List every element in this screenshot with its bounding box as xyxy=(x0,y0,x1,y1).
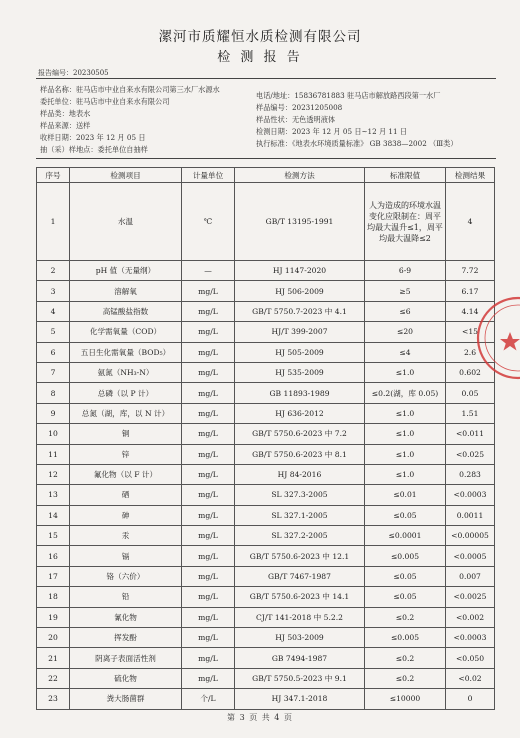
row-no: 19 xyxy=(37,607,70,627)
row-item: 铬（六价） xyxy=(70,566,182,586)
inspection-seal xyxy=(472,288,520,388)
top-rule xyxy=(36,78,496,79)
row-no: 20 xyxy=(37,628,70,648)
row-result: <0.00005 xyxy=(446,526,495,546)
table-row xyxy=(37,261,495,281)
row-limit: ≤0.2 xyxy=(365,648,446,668)
row-method: GB/T 5750.6-2023 中 7.2 xyxy=(235,424,365,444)
row-method: SL 327.3-2005 xyxy=(235,485,365,505)
row-method: HJ 84-2016 xyxy=(235,464,365,484)
row-limit: ≤0.01 xyxy=(365,485,446,505)
row-no: 14 xyxy=(37,505,70,525)
row-no: 16 xyxy=(37,546,70,566)
row-method: HJ 505-2009 xyxy=(235,342,365,362)
row-limit: ≤6 xyxy=(365,301,446,321)
row-item: 水温 xyxy=(70,183,182,261)
row-limit: ≤0.05 xyxy=(365,505,446,525)
sample-type: 样品类：地表水 xyxy=(40,109,91,118)
standard: 执行标准：《地表水环境质量标准》 GB 3838—2002 （Ⅲ类） xyxy=(256,139,458,148)
row-limit: ≤0.005 xyxy=(365,628,446,648)
row-unit: mg/L xyxy=(182,668,235,688)
row-method: HJ 506-2009 xyxy=(235,281,365,301)
table-row xyxy=(37,383,495,403)
row-method: HJ 636-2012 xyxy=(235,403,365,423)
sample-number: 样品编号：20231205008 xyxy=(256,103,343,112)
row-item: 砷 xyxy=(70,505,182,525)
row-unit: mg/L xyxy=(182,607,235,627)
row-limit: ≤0.0001 xyxy=(365,526,446,546)
row-method: GB/T 7467-1987 xyxy=(235,566,365,586)
table-row xyxy=(37,444,495,464)
row-method: HJ 503-2009 xyxy=(235,628,365,648)
row-unit: mg/L xyxy=(182,546,235,566)
row-result: <0.0005 xyxy=(446,546,495,566)
table-row xyxy=(37,403,495,423)
table-row xyxy=(37,668,495,688)
row-no: 5 xyxy=(37,322,70,342)
table-row xyxy=(37,648,495,668)
row-item: 铜 xyxy=(70,424,182,444)
row-result: <0.050 xyxy=(446,648,495,668)
row-item: 阴离子表面活性剂 xyxy=(70,648,182,668)
row-item: 氨氮（NH₃-N） xyxy=(70,362,182,382)
row-method: GB 11893-1989 xyxy=(235,383,365,403)
row-result: 7.72 xyxy=(446,261,495,281)
table-row xyxy=(37,424,495,444)
row-limit: ≤10000 xyxy=(365,689,446,709)
row-method: SL 327.1-2005 xyxy=(235,505,365,525)
table-row xyxy=(37,689,495,709)
report-number: 报告编号：20230505 xyxy=(38,69,109,77)
table-row xyxy=(37,566,495,586)
col-unit: 计量单位 xyxy=(182,168,235,183)
table-row xyxy=(37,587,495,607)
row-method: GB/T 5750.5-2023 中 9.1 xyxy=(235,668,365,688)
row-limit: ≤1.0 xyxy=(365,464,446,484)
table-row xyxy=(37,505,495,525)
row-no: 11 xyxy=(37,444,70,464)
row-result: 4.14 xyxy=(446,301,495,321)
row-limit: ≤0.005 xyxy=(365,546,446,566)
row-no: 4 xyxy=(37,301,70,321)
row-no: 21 xyxy=(37,648,70,668)
row-limit: ≤20 xyxy=(365,322,446,342)
row-item: 粪大肠菌群 xyxy=(70,689,182,709)
table-row xyxy=(37,546,495,566)
results-table xyxy=(36,167,495,710)
table-row xyxy=(37,628,495,648)
row-unit: mg/L xyxy=(182,628,235,648)
row-limit: ≤1.0 xyxy=(365,424,446,444)
row-method: GB/T 5750.6-2023 中 8.1 xyxy=(235,444,365,464)
row-no: 1 xyxy=(37,183,70,261)
row-item: 硫化物 xyxy=(70,668,182,688)
row-item: 五日生化需氧量（BOD₅） xyxy=(70,342,182,362)
row-limit: ≤0.05 xyxy=(365,587,446,607)
sampling-place: 抽（采）样地点：委托单位自抽样 xyxy=(40,145,148,154)
col-method: 检测方法 xyxy=(235,168,365,183)
table-row xyxy=(37,183,495,261)
sample-state: 样品性状：无色透明液体 xyxy=(256,115,336,124)
row-method: HJ 1147-2020 xyxy=(235,261,365,281)
table-header-row xyxy=(37,168,495,183)
row-no: 23 xyxy=(37,689,70,709)
row-unit: mg/L xyxy=(182,648,235,668)
row-limit: ≥5 xyxy=(365,281,446,301)
received-date: 收样日期：2023 年 12 月 05 日 xyxy=(40,133,146,142)
row-result: 0.05 xyxy=(446,383,495,403)
row-result: 0.0011 xyxy=(446,505,495,525)
table-row xyxy=(37,362,495,382)
row-limit: ≤4 xyxy=(365,342,446,362)
row-unit: ℃ xyxy=(182,183,235,261)
row-limit: ≤0.2(湖，库 0.05) xyxy=(365,383,446,403)
row-result: <0.011 xyxy=(446,424,495,444)
row-limit: ≤0.2 xyxy=(365,668,446,688)
table-row xyxy=(37,301,495,321)
row-result: 0.007 xyxy=(446,566,495,586)
phone-address: 电话/地址：15836781883 驻马店市解放路西段第一水厂 xyxy=(256,91,441,100)
row-unit: mg/L xyxy=(182,526,235,546)
row-result: <0.0003 xyxy=(446,485,495,505)
row-item: 硒 xyxy=(70,485,182,505)
row-item: 锌 xyxy=(70,444,182,464)
row-unit: 个/L xyxy=(182,689,235,709)
row-no: 3 xyxy=(37,281,70,301)
row-limit: ≤1.0 xyxy=(365,403,446,423)
company-title: 漯河市质耀恒水质检测有限公司 xyxy=(158,29,362,45)
row-limit: ≤1.0 xyxy=(365,444,446,464)
row-method: GB 7494-1987 xyxy=(235,648,365,668)
table-row xyxy=(37,281,495,301)
row-item: 镉 xyxy=(70,546,182,566)
table-row xyxy=(37,464,495,484)
sample-source: 样品来源：送样 xyxy=(40,121,91,130)
row-method: GB/T 5750.6-2023 中 14.1 xyxy=(235,587,365,607)
row-method: CJ/T 141-2018 中 5.2.2 xyxy=(235,607,365,627)
row-no: 9 xyxy=(37,403,70,423)
row-no: 12 xyxy=(37,464,70,484)
col-result: 检测结果 xyxy=(446,168,495,183)
row-result: <0.02 xyxy=(446,668,495,688)
row-no: 2 xyxy=(37,261,70,281)
row-limit: 人为造成的环境水温变化应限制在：周平均最大温升≤1，周平均最大温降≤2 xyxy=(365,183,446,261)
row-no: 8 xyxy=(37,383,70,403)
row-unit: mg/L xyxy=(182,424,235,444)
mid-rule xyxy=(36,158,496,159)
row-item: 总磷（以 P 计） xyxy=(70,383,182,403)
row-unit: mg/L xyxy=(182,403,235,423)
row-limit: ≤0.05 xyxy=(365,566,446,586)
row-result: 0.283 xyxy=(446,464,495,484)
row-item: 溶解氧 xyxy=(70,281,182,301)
row-item: 总氮（湖，库，以 N 计） xyxy=(70,403,182,423)
row-no: 18 xyxy=(37,587,70,607)
row-unit: mg/L xyxy=(182,505,235,525)
row-no: 7 xyxy=(37,362,70,382)
row-limit: ≤1.0 xyxy=(365,362,446,382)
table-row xyxy=(37,607,495,627)
row-no: 17 xyxy=(37,566,70,586)
row-item: 氰化物 xyxy=(70,607,182,627)
row-result: 4 xyxy=(446,183,495,261)
row-no: 22 xyxy=(37,668,70,688)
row-result: <0.025 xyxy=(446,444,495,464)
row-no: 15 xyxy=(37,526,70,546)
row-limit: ≤0.2 xyxy=(365,607,446,627)
row-item: pH 值（无量纲） xyxy=(70,261,182,281)
row-unit: mg/L xyxy=(182,383,235,403)
row-no: 10 xyxy=(37,424,70,444)
row-method: GB/T 13195-1991 xyxy=(235,183,365,261)
row-unit: mg/L xyxy=(182,322,235,342)
row-unit: mg/L xyxy=(182,342,235,362)
col-item: 检测项目 xyxy=(70,168,182,183)
row-result: 2.6 xyxy=(446,342,495,362)
row-method: GB/T 5750.7-2023 中 4.1 xyxy=(235,301,365,321)
row-unit: mg/L xyxy=(182,485,235,505)
sample-name: 样品名称：驻马店市中业自来水有限公司第三水厂水源水 xyxy=(40,85,220,94)
row-result: 1.51 xyxy=(446,403,495,423)
row-result: 0.602 xyxy=(446,362,495,382)
row-result: <0.0025 xyxy=(446,587,495,607)
row-unit: mg/L xyxy=(182,587,235,607)
row-result: 6.17 xyxy=(446,281,495,301)
row-unit: mg/L xyxy=(182,444,235,464)
row-method: HJ 347.1-2018 xyxy=(235,689,365,709)
row-unit: — xyxy=(182,261,235,281)
row-result: <0.002 xyxy=(446,607,495,627)
col-no: 序号 xyxy=(37,168,70,183)
row-method: HJ 535-2009 xyxy=(235,362,365,382)
row-result: <0.0003 xyxy=(446,628,495,648)
row-unit: mg/L xyxy=(182,301,235,321)
report-subtitle: 检 测 报 告 xyxy=(217,50,303,65)
col-limit: 标准限值 xyxy=(365,168,446,183)
row-method: SL 327.2-2005 xyxy=(235,526,365,546)
row-no: 13 xyxy=(37,485,70,505)
client-unit: 委托单位：驻马店市中业自来水有限公司 xyxy=(40,97,170,106)
table-row xyxy=(37,342,495,362)
table-row xyxy=(37,485,495,505)
row-unit: mg/L xyxy=(182,464,235,484)
row-item: 铅 xyxy=(70,587,182,607)
row-unit: mg/L xyxy=(182,281,235,301)
row-item: 高锰酸盐指数 xyxy=(70,301,182,321)
row-limit: 6-9 xyxy=(365,261,446,281)
row-result: 0 xyxy=(446,689,495,709)
row-item: 挥发酚 xyxy=(70,628,182,648)
row-unit: mg/L xyxy=(182,566,235,586)
row-item: 化学需氧量（COD） xyxy=(70,322,182,342)
page-number: 第 3 页 共 4 页 xyxy=(227,713,293,722)
row-method: HJ/T 399-2007 xyxy=(235,322,365,342)
test-date: 检测日期：2023 年 12 月 05 日~12 月 11 日 xyxy=(256,127,408,136)
row-item: 汞 xyxy=(70,526,182,546)
row-method: GB/T 5750.6-2023 中 12.1 xyxy=(235,546,365,566)
row-no: 6 xyxy=(37,342,70,362)
row-result: <15 xyxy=(446,322,495,342)
table-row xyxy=(37,526,495,546)
row-item: 氟化物（以 F 计） xyxy=(70,464,182,484)
table-row xyxy=(37,322,495,342)
row-unit: mg/L xyxy=(182,362,235,382)
